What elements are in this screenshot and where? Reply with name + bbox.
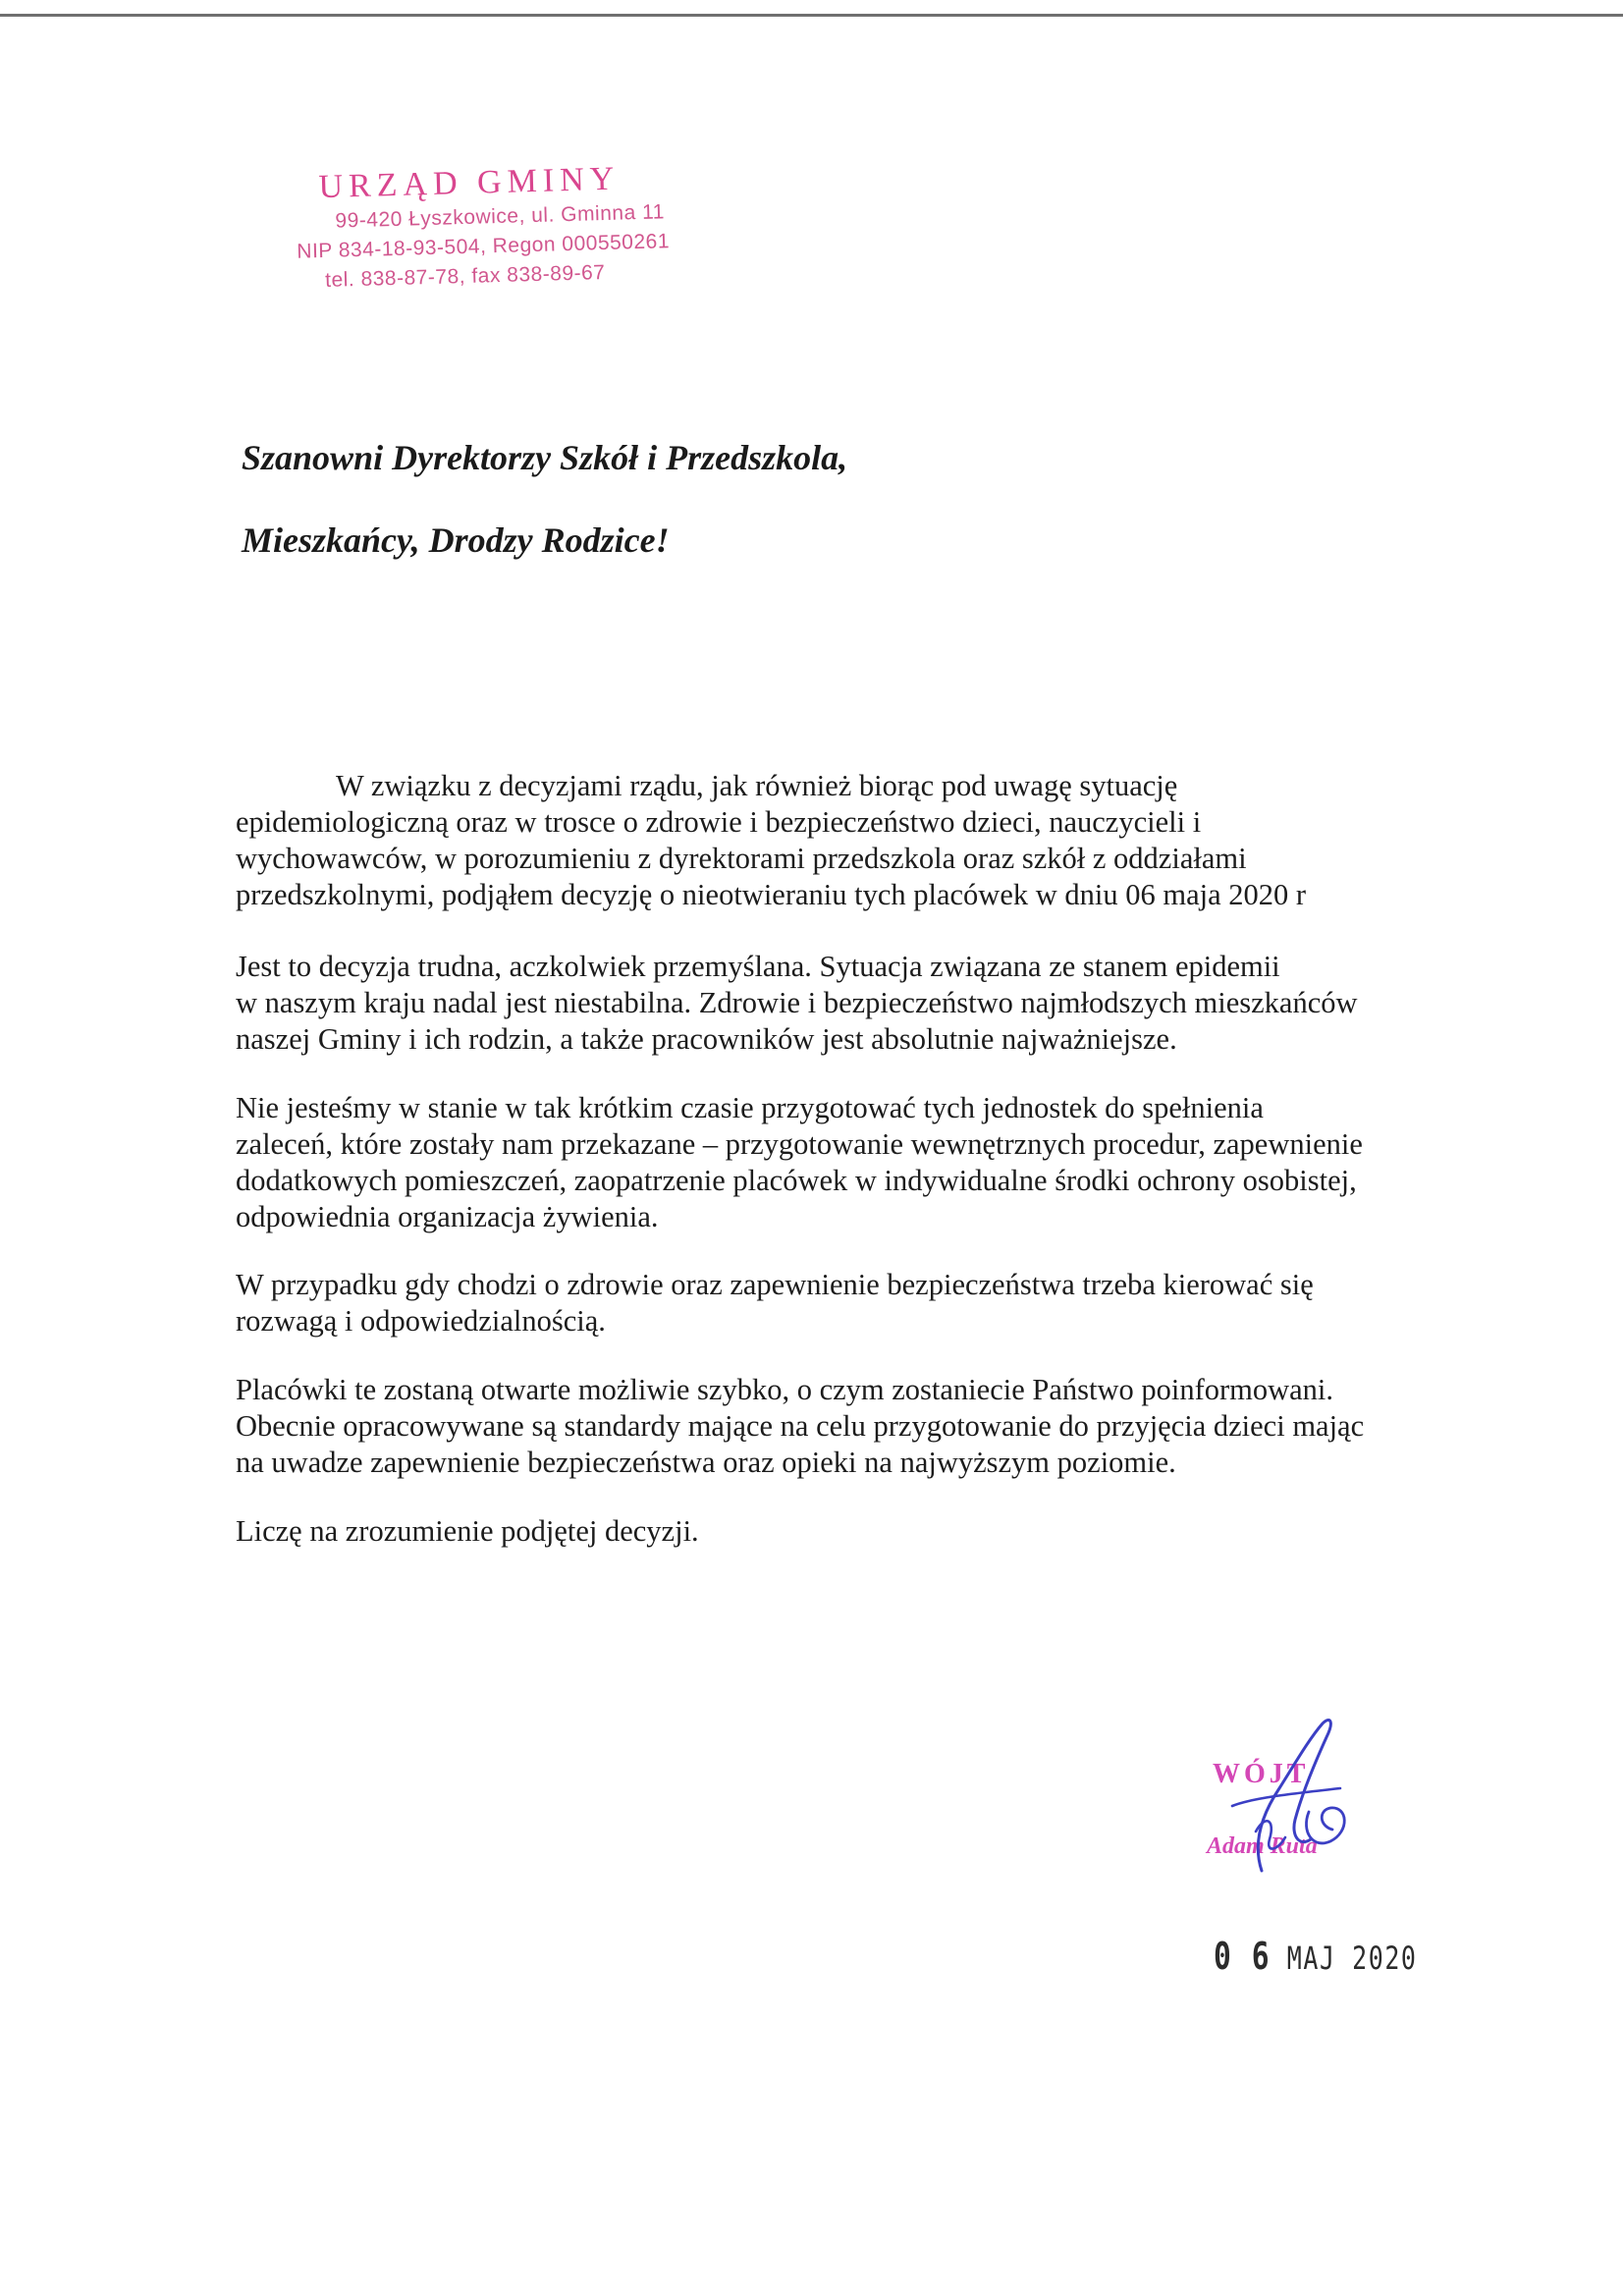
text-line: na uwadze zapewnienie bezpieczeństwa oraz opieki na najwyższym poziomie. — [236, 1446, 1176, 1479]
text-line: epidemiologiczną oraz w trosce o zdrowie i bezpieczeństwo dzieci, nauczycieli i — [236, 805, 1202, 839]
text-line: Obecnie opracowywane są standardy mające na celu przygotowanie do przyjęcia dzieci mając — [236, 1409, 1365, 1443]
office-stamp — [287, 156, 741, 297]
date-stamp — [1214, 1935, 1418, 1978]
paragraph-6 — [236, 1513, 1502, 1550]
text-line: Placówki te zostaną otwarte możliwie szybko, o czym zostaniecie Państwo poinformowani. — [236, 1373, 1334, 1406]
text-line: odpowiednia organizacja żywienia. — [236, 1200, 659, 1233]
stamp-ids: NIP 834-18-93-504, Regon 000550261 — [297, 230, 671, 263]
text-line: w naszym kraju nadal jest niestabilna. Zdrowie i bezpieczeństwo najmłodszych mieszkańców — [236, 986, 1358, 1019]
paragraph-2 — [236, 949, 1502, 1058]
paragraph-4 — [236, 1267, 1502, 1339]
stamp-phones: tel. 838-87-78, fax 838-89-67 — [324, 260, 606, 292]
text-line: zaleceń, które zostały nam przekazane – przygotowanie wewnętrznych procedur, zapewnienie — [236, 1127, 1363, 1161]
signature-block — [1193, 1704, 1380, 1890]
text-line: W przypadku gdy chodzi o zdrowie oraz zapewnienie bezpieczeństwa trzeba kierować się — [236, 1268, 1314, 1301]
text-line: rozwagą i odpowiedzialnością. — [236, 1304, 606, 1338]
date-stamp-day: 0 6 — [1214, 1935, 1271, 1978]
text-line: przedszkolnymi, podjąłem decyzję o nieotwieraniu tych placówek w dniu 06 maja 2020 r — [236, 878, 1307, 911]
text-line: naszej Gminy i ich rodzin, a także pracowników jest absolutnie najważniejsze. — [236, 1022, 1177, 1056]
paragraph-5 — [236, 1372, 1502, 1481]
signature-title-stamp: WÓJT — [1213, 1759, 1310, 1789]
paragraph-1 — [236, 768, 1502, 913]
stamp-address: 99-420 Łyszkowice, ul. Gminna 11 — [335, 200, 666, 233]
date-stamp-month-year: MAJ 2020 — [1286, 1940, 1418, 1977]
paragraph-3 — [236, 1090, 1502, 1235]
greeting-line-1: Szanowni Dyrektorzy Szkół i Przedszkola, — [242, 438, 848, 477]
handwritten-signature — [1193, 1704, 1380, 1890]
text-line: Nie jesteśmy w stanie w tak krótkim czasie przygotować tych jednostek do spełnienia — [236, 1091, 1264, 1124]
text-line: W związku z decyzjami rządu, jak również biorąc pod uwagę sytuację — [336, 769, 1178, 802]
text-line: Jest to decyzja trudna, aczkolwiek przemyślana. Sytuacja związana ze stanem epidemii — [236, 950, 1280, 983]
text-line: wychowawców, w porozumieniu z dyrektorami przedszkola oraz szkół z oddziałami — [236, 842, 1247, 875]
text-line: Liczę na zrozumienie podjętej decyzji. — [236, 1514, 699, 1548]
stamp-title: URZĄD GMINY — [318, 160, 621, 206]
greeting-line-2: Mieszkańcy, Drodzy Rodzice! — [242, 520, 670, 560]
text-line: dodatkowych pomieszczeń, zaopatrzenie placówek w indywidualne środki ochrony osobistej, — [236, 1164, 1357, 1197]
scan-edge-line — [0, 14, 1623, 17]
signature-name-stamp: Adam Ruta — [1207, 1833, 1318, 1859]
